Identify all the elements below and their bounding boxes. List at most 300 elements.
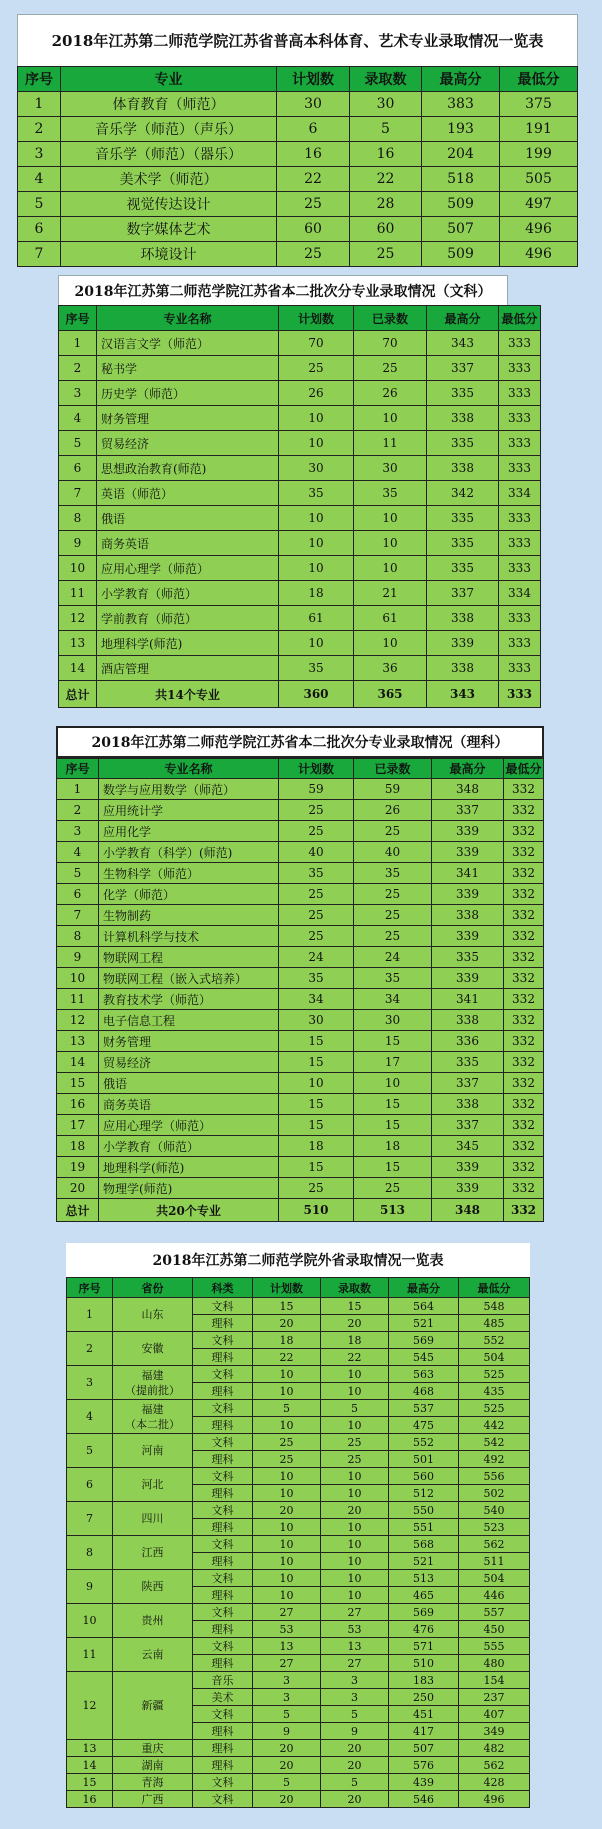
table-cell: 10 — [253, 1485, 321, 1502]
table-cell: 61 — [354, 606, 427, 631]
table-cell: 20 — [321, 1315, 389, 1332]
table-cell: 27 — [321, 1604, 389, 1621]
table-cell: 英语（师范） — [97, 481, 279, 506]
table-cell: 25 — [279, 905, 354, 926]
province-cell: 福建 （本二批） — [113, 1400, 193, 1434]
liberal-arts-title: 2018年江苏第二师范学院江苏省本二批次分专业录取情况（文科） — [58, 275, 508, 305]
table-cell: 20 — [321, 1740, 389, 1757]
table-cell: 地理科学(师范) — [97, 631, 279, 656]
table-cell: 335 — [427, 506, 499, 531]
column-header: 序号 — [18, 67, 61, 92]
column-header: 最低分 — [504, 759, 544, 779]
group-number: 14 — [67, 1757, 113, 1774]
table-cell: 应用心理学（师范） — [97, 556, 279, 581]
table-cell: 15 — [279, 1115, 354, 1136]
table-cell: 18 — [279, 581, 354, 606]
table-cell: 34 — [279, 989, 354, 1010]
table-cell: 思想政治教育(师范) — [97, 456, 279, 481]
table-cell: 333 — [499, 356, 541, 381]
table-cell: 3 — [321, 1689, 389, 1706]
table-cell: 小学教育（师范） — [99, 1136, 279, 1157]
column-header: 序号 — [67, 1278, 113, 1298]
group-number: 7 — [67, 1502, 113, 1536]
table-row — [59, 656, 541, 681]
column-header: 最高分 — [389, 1278, 459, 1298]
table-cell: 1 — [18, 92, 61, 117]
table-cell: 35 — [354, 863, 432, 884]
table-cell: 20 — [253, 1791, 321, 1808]
table-cell: 商务英语 — [99, 1094, 279, 1115]
table-cell: 10 — [253, 1536, 321, 1553]
table-cell: 446 — [459, 1587, 530, 1604]
table-cell: 26 — [279, 381, 354, 406]
table-cell: 250 — [389, 1689, 459, 1706]
table-cell: 341 — [432, 863, 504, 884]
table-cell: 数字媒体艺术 — [61, 217, 277, 242]
table-cell: 9 — [59, 531, 97, 556]
table-cell: 4 — [57, 842, 99, 863]
table-cell: 商务英语 — [97, 531, 279, 556]
table-cell: 理科 — [193, 1349, 253, 1366]
table-cell: 25 — [354, 926, 432, 947]
table-cell: 492 — [459, 1451, 530, 1468]
group-number: 5 — [67, 1434, 113, 1468]
table-cell: 576 — [389, 1757, 459, 1774]
table-cell: 22 — [277, 167, 350, 192]
table-cell: 337 — [432, 1115, 504, 1136]
column-header: 计划数 — [277, 67, 350, 92]
group-number: 2 — [67, 1332, 113, 1366]
table-cell: 154 — [459, 1672, 530, 1689]
table-cell: 15 — [279, 1157, 354, 1178]
table-cell: 10 — [321, 1468, 389, 1485]
table-row — [57, 947, 544, 968]
science-title: 2018年江苏第二师范学院江苏省本二批次分专业录取情况（理科） — [56, 726, 544, 758]
table-cell: 191 — [500, 117, 578, 142]
table-cell: 18 — [253, 1332, 321, 1349]
table-cell: 16 — [350, 142, 422, 167]
table-cell: 334 — [499, 481, 541, 506]
column-header: 最低分 — [499, 306, 541, 331]
table-cell: 332 — [504, 1178, 544, 1199]
table-cell: 18 — [279, 1136, 354, 1157]
table-cell: 332 — [504, 1136, 544, 1157]
table-row — [18, 217, 578, 242]
table-cell: 25 — [279, 356, 354, 381]
table-cell: 550 — [389, 1502, 459, 1519]
table-cell: 22 — [350, 167, 422, 192]
table-cell: 文科 — [193, 1332, 253, 1349]
table-cell: 332 — [504, 863, 544, 884]
table-cell: 视觉传达设计 — [61, 192, 277, 217]
liberal-arts-table — [58, 305, 541, 708]
table-cell: 1 — [57, 779, 99, 800]
group-number: 3 — [67, 1366, 113, 1400]
table-cell: 332 — [504, 884, 544, 905]
table-row — [67, 1757, 530, 1774]
table-cell: 40 — [354, 842, 432, 863]
group-number: 9 — [67, 1570, 113, 1604]
table-cell: 439 — [389, 1774, 459, 1791]
table-cell: 332 — [504, 1115, 544, 1136]
table-cell: 15 — [354, 1094, 432, 1115]
group-number: 11 — [67, 1638, 113, 1672]
table-cell: 10 — [279, 531, 354, 556]
table-cell: 美术 — [193, 1689, 253, 1706]
table-cell: 理科 — [193, 1587, 253, 1604]
table-cell: 25 — [354, 821, 432, 842]
header-row — [18, 67, 578, 92]
table-cell: 338 — [432, 1094, 504, 1115]
table-cell: 10 — [59, 556, 97, 581]
table-cell: 10 — [321, 1570, 389, 1587]
table-cell: 332 — [504, 800, 544, 821]
table-cell: 332 — [504, 821, 544, 842]
table-cell: 物联网工程 — [99, 947, 279, 968]
table-cell: 333 — [499, 431, 541, 456]
table-cell: 339 — [427, 631, 499, 656]
table-cell: 568 — [389, 1536, 459, 1553]
header-row — [67, 1278, 530, 1298]
table-cell: 理科 — [193, 1417, 253, 1434]
table-row — [57, 800, 544, 821]
table-cell: 20 — [321, 1502, 389, 1519]
table-cell: 10 — [279, 431, 354, 456]
table-cell: 338 — [427, 406, 499, 431]
table-cell: 音乐学（师范）（器乐） — [61, 142, 277, 167]
table-cell: 546 — [389, 1791, 459, 1808]
table-cell: 计算机科学与技术 — [99, 926, 279, 947]
table-cell: 文科 — [193, 1791, 253, 1808]
province-cell: 青海 — [113, 1774, 193, 1791]
table-cell: 财务管理 — [97, 406, 279, 431]
table-cell: 20 — [253, 1740, 321, 1757]
table-cell: 375 — [500, 92, 578, 117]
table-cell: 501 — [389, 1451, 459, 1468]
table-cell: 59 — [279, 779, 354, 800]
group-number: 12 — [67, 1672, 113, 1740]
table-row — [59, 356, 541, 381]
table-cell: 体育教育（师范） — [61, 92, 277, 117]
table-cell: 523 — [459, 1519, 530, 1536]
table-cell: 10 — [253, 1553, 321, 1570]
table-cell: 569 — [389, 1604, 459, 1621]
table-row — [67, 1536, 530, 1553]
table-cell: 509 — [422, 192, 500, 217]
table-cell: 11 — [354, 431, 427, 456]
table-row — [57, 1031, 544, 1052]
table-cell: 507 — [422, 217, 500, 242]
column-header: 计划数 — [279, 759, 354, 779]
table-cell: 26 — [354, 800, 432, 821]
table-cell: 24 — [354, 947, 432, 968]
group-number: 8 — [67, 1536, 113, 1570]
table-cell: 7 — [57, 905, 99, 926]
table-cell: 16 — [57, 1094, 99, 1115]
table-cell: 应用统计学 — [99, 800, 279, 821]
table-row — [67, 1366, 530, 1383]
table-row — [67, 1400, 530, 1417]
total-cell: 总计 — [57, 1199, 99, 1222]
table-cell: 348 — [432, 779, 504, 800]
table-row — [67, 1502, 530, 1519]
table-cell: 10 — [354, 531, 427, 556]
table-cell: 504 — [459, 1570, 530, 1587]
table-cell: 化学（师范） — [99, 884, 279, 905]
group-number: 16 — [67, 1791, 113, 1808]
table-cell: 30 — [279, 456, 354, 481]
table-cell: 505 — [500, 167, 578, 192]
table-cell: 333 — [499, 456, 541, 481]
table-row — [67, 1332, 530, 1349]
section-liberal-arts — [58, 275, 541, 708]
table-cell: 333 — [499, 381, 541, 406]
total-cell: 总计 — [59, 681, 97, 708]
column-header: 省份 — [113, 1278, 193, 1298]
table-cell: 521 — [389, 1315, 459, 1332]
table-cell: 小学教育（科学）(师范) — [99, 842, 279, 863]
table-cell: 338 — [427, 606, 499, 631]
table-cell: 2 — [18, 117, 61, 142]
table-cell: 70 — [354, 331, 427, 356]
table-cell: 8 — [57, 926, 99, 947]
table-cell: 汉语言文学（师范） — [97, 331, 279, 356]
table-cell: 339 — [432, 821, 504, 842]
table-cell: 26 — [354, 381, 427, 406]
table-cell: 历史学（师范） — [97, 381, 279, 406]
table-cell: 25 — [279, 1178, 354, 1199]
table-cell: 15 — [57, 1073, 99, 1094]
table-cell: 548 — [459, 1298, 530, 1315]
table-cell: 60 — [277, 217, 350, 242]
table-row — [57, 905, 544, 926]
table-cell: 338 — [432, 905, 504, 926]
table-cell: 25 — [279, 800, 354, 821]
total-cell: 348 — [432, 1199, 504, 1222]
column-header: 录取数 — [321, 1278, 389, 1298]
province-cell: 江西 — [113, 1536, 193, 1570]
table-row — [57, 1094, 544, 1115]
table-cell: 22 — [253, 1349, 321, 1366]
table-cell: 40 — [279, 842, 354, 863]
total-cell: 343 — [427, 681, 499, 708]
table-cell: 25 — [279, 821, 354, 842]
table-cell: 10 — [279, 1073, 354, 1094]
table-cell: 数学与应用数学（师范） — [99, 779, 279, 800]
total-cell: 365 — [354, 681, 427, 708]
table-cell: 5 — [350, 117, 422, 142]
table-cell: 337 — [432, 800, 504, 821]
table-cell: 551 — [389, 1519, 459, 1536]
table-cell: 25 — [279, 884, 354, 905]
table-row — [59, 506, 541, 531]
table-cell: 34 — [354, 989, 432, 1010]
table-row — [57, 926, 544, 947]
table-cell: 332 — [504, 989, 544, 1010]
column-header: 科类 — [193, 1278, 253, 1298]
total-cell: 共20个专业 — [99, 1199, 279, 1222]
science-table — [56, 758, 544, 1222]
table-cell: 25 — [321, 1451, 389, 1468]
table-cell: 财务管理 — [99, 1031, 279, 1052]
table-cell: 6 — [57, 884, 99, 905]
total-cell: 332 — [504, 1199, 544, 1222]
table-row — [59, 556, 541, 581]
table-row — [67, 1774, 530, 1791]
table-cell: 理科 — [193, 1519, 253, 1536]
table-row — [18, 92, 578, 117]
column-header: 专业名称 — [99, 759, 279, 779]
table-row — [59, 431, 541, 456]
table-cell: 20 — [253, 1315, 321, 1332]
table-row — [57, 1052, 544, 1073]
table-cell: 文科 — [193, 1434, 253, 1451]
table-cell: 20 — [321, 1757, 389, 1774]
table-cell: 20 — [321, 1791, 389, 1808]
table-cell: 342 — [427, 481, 499, 506]
table-row — [59, 531, 541, 556]
header-row — [59, 306, 541, 331]
table-cell: 496 — [500, 242, 578, 267]
group-number: 13 — [67, 1740, 113, 1757]
table-row — [67, 1468, 530, 1485]
table-cell: 339 — [432, 842, 504, 863]
table-cell: 509 — [422, 242, 500, 267]
table-cell: 35 — [354, 481, 427, 506]
table-cell: 3 — [59, 381, 97, 406]
table-cell: 345 — [432, 1136, 504, 1157]
table-cell: 497 — [500, 192, 578, 217]
table-cell: 生物制药 — [99, 905, 279, 926]
table-cell: 10 — [253, 1519, 321, 1536]
table-cell: 文科 — [193, 1570, 253, 1587]
table-cell: 507 — [389, 1740, 459, 1757]
table-cell: 17 — [354, 1052, 432, 1073]
table-cell: 5 — [321, 1400, 389, 1417]
table-cell: 俄语 — [97, 506, 279, 531]
table-cell: 204 — [422, 142, 500, 167]
table-cell: 10 — [253, 1587, 321, 1604]
table-cell: 435 — [459, 1383, 530, 1400]
table-cell: 333 — [499, 631, 541, 656]
table-cell: 35 — [279, 863, 354, 884]
table-cell: 电子信息工程 — [99, 1010, 279, 1031]
total-cell: 共14个专业 — [97, 681, 279, 708]
table-row — [57, 1157, 544, 1178]
table-cell: 335 — [427, 556, 499, 581]
column-header: 计划数 — [279, 306, 354, 331]
table-cell: 335 — [427, 431, 499, 456]
table-cell: 13 — [253, 1638, 321, 1655]
table-cell: 理科 — [193, 1621, 253, 1638]
table-cell: 28 — [350, 192, 422, 217]
total-row — [57, 1199, 544, 1222]
table-cell: 30 — [354, 1010, 432, 1031]
table-cell: 332 — [504, 1052, 544, 1073]
table-row — [59, 381, 541, 406]
table-cell: 512 — [389, 1485, 459, 1502]
table-cell: 338 — [427, 456, 499, 481]
table-cell: 27 — [253, 1604, 321, 1621]
table-cell: 20 — [253, 1757, 321, 1774]
table-cell: 15 — [354, 1031, 432, 1052]
table-row — [18, 242, 578, 267]
total-cell: 360 — [279, 681, 354, 708]
header-row — [57, 759, 544, 779]
column-header: 录取数 — [350, 67, 422, 92]
column-header: 最低分 — [500, 67, 578, 92]
table-cell: 10 — [253, 1570, 321, 1587]
table-cell: 10 — [321, 1519, 389, 1536]
table-row — [57, 968, 544, 989]
table-cell: 文科 — [193, 1298, 253, 1315]
table-cell: 450 — [459, 1621, 530, 1638]
table-cell: 生物科学（师范） — [99, 863, 279, 884]
table-cell: 25 — [253, 1434, 321, 1451]
table-cell: 237 — [459, 1689, 530, 1706]
table-row — [59, 331, 541, 356]
table-cell: 4 — [59, 406, 97, 431]
table-cell: 521 — [389, 1553, 459, 1570]
table-cell: 53 — [253, 1621, 321, 1638]
table-cell: 贸易经济 — [97, 431, 279, 456]
table-cell: 513 — [389, 1570, 459, 1587]
table-cell: 理科 — [193, 1451, 253, 1468]
table-cell: 30 — [277, 92, 350, 117]
table-cell: 465 — [389, 1587, 459, 1604]
table-cell: 物理学(师范) — [99, 1178, 279, 1199]
table-cell: 10 — [57, 968, 99, 989]
table-cell: 10 — [253, 1417, 321, 1434]
table-cell: 24 — [279, 947, 354, 968]
table-cell: 199 — [500, 142, 578, 167]
table-cell: 333 — [499, 506, 541, 531]
table-cell: 10 — [321, 1417, 389, 1434]
table-cell: 10 — [279, 556, 354, 581]
table-cell: 9 — [321, 1723, 389, 1740]
table-cell: 335 — [427, 531, 499, 556]
table-cell: 35 — [279, 481, 354, 506]
province-cell: 山东 — [113, 1298, 193, 1332]
table-cell: 552 — [459, 1332, 530, 1349]
table-cell: 文科 — [193, 1638, 253, 1655]
column-header: 已录数 — [354, 306, 427, 331]
table-cell: 10 — [354, 406, 427, 431]
table-cell: 15 — [279, 1094, 354, 1115]
total-cell: 510 — [279, 1199, 354, 1222]
table-cell: 183 — [389, 1672, 459, 1689]
table-cell: 556 — [459, 1468, 530, 1485]
province-cell: 贵州 — [113, 1604, 193, 1638]
table-cell: 562 — [459, 1536, 530, 1553]
column-header: 最高分 — [427, 306, 499, 331]
table-cell: 10 — [354, 556, 427, 581]
table-cell: 332 — [504, 968, 544, 989]
table-row — [18, 167, 578, 192]
table-row — [67, 1638, 530, 1655]
table-cell: 504 — [459, 1349, 530, 1366]
table-cell: 3 — [253, 1672, 321, 1689]
table-cell: 540 — [459, 1502, 530, 1519]
table-cell: 339 — [432, 968, 504, 989]
table-cell: 教育技术学（师范） — [99, 989, 279, 1010]
column-header: 序号 — [57, 759, 99, 779]
table-cell: 10 — [279, 406, 354, 431]
table-cell: 10 — [253, 1468, 321, 1485]
table-cell: 537 — [389, 1400, 459, 1417]
out-of-province-table — [66, 1277, 530, 1808]
table-cell: 10 — [279, 506, 354, 531]
